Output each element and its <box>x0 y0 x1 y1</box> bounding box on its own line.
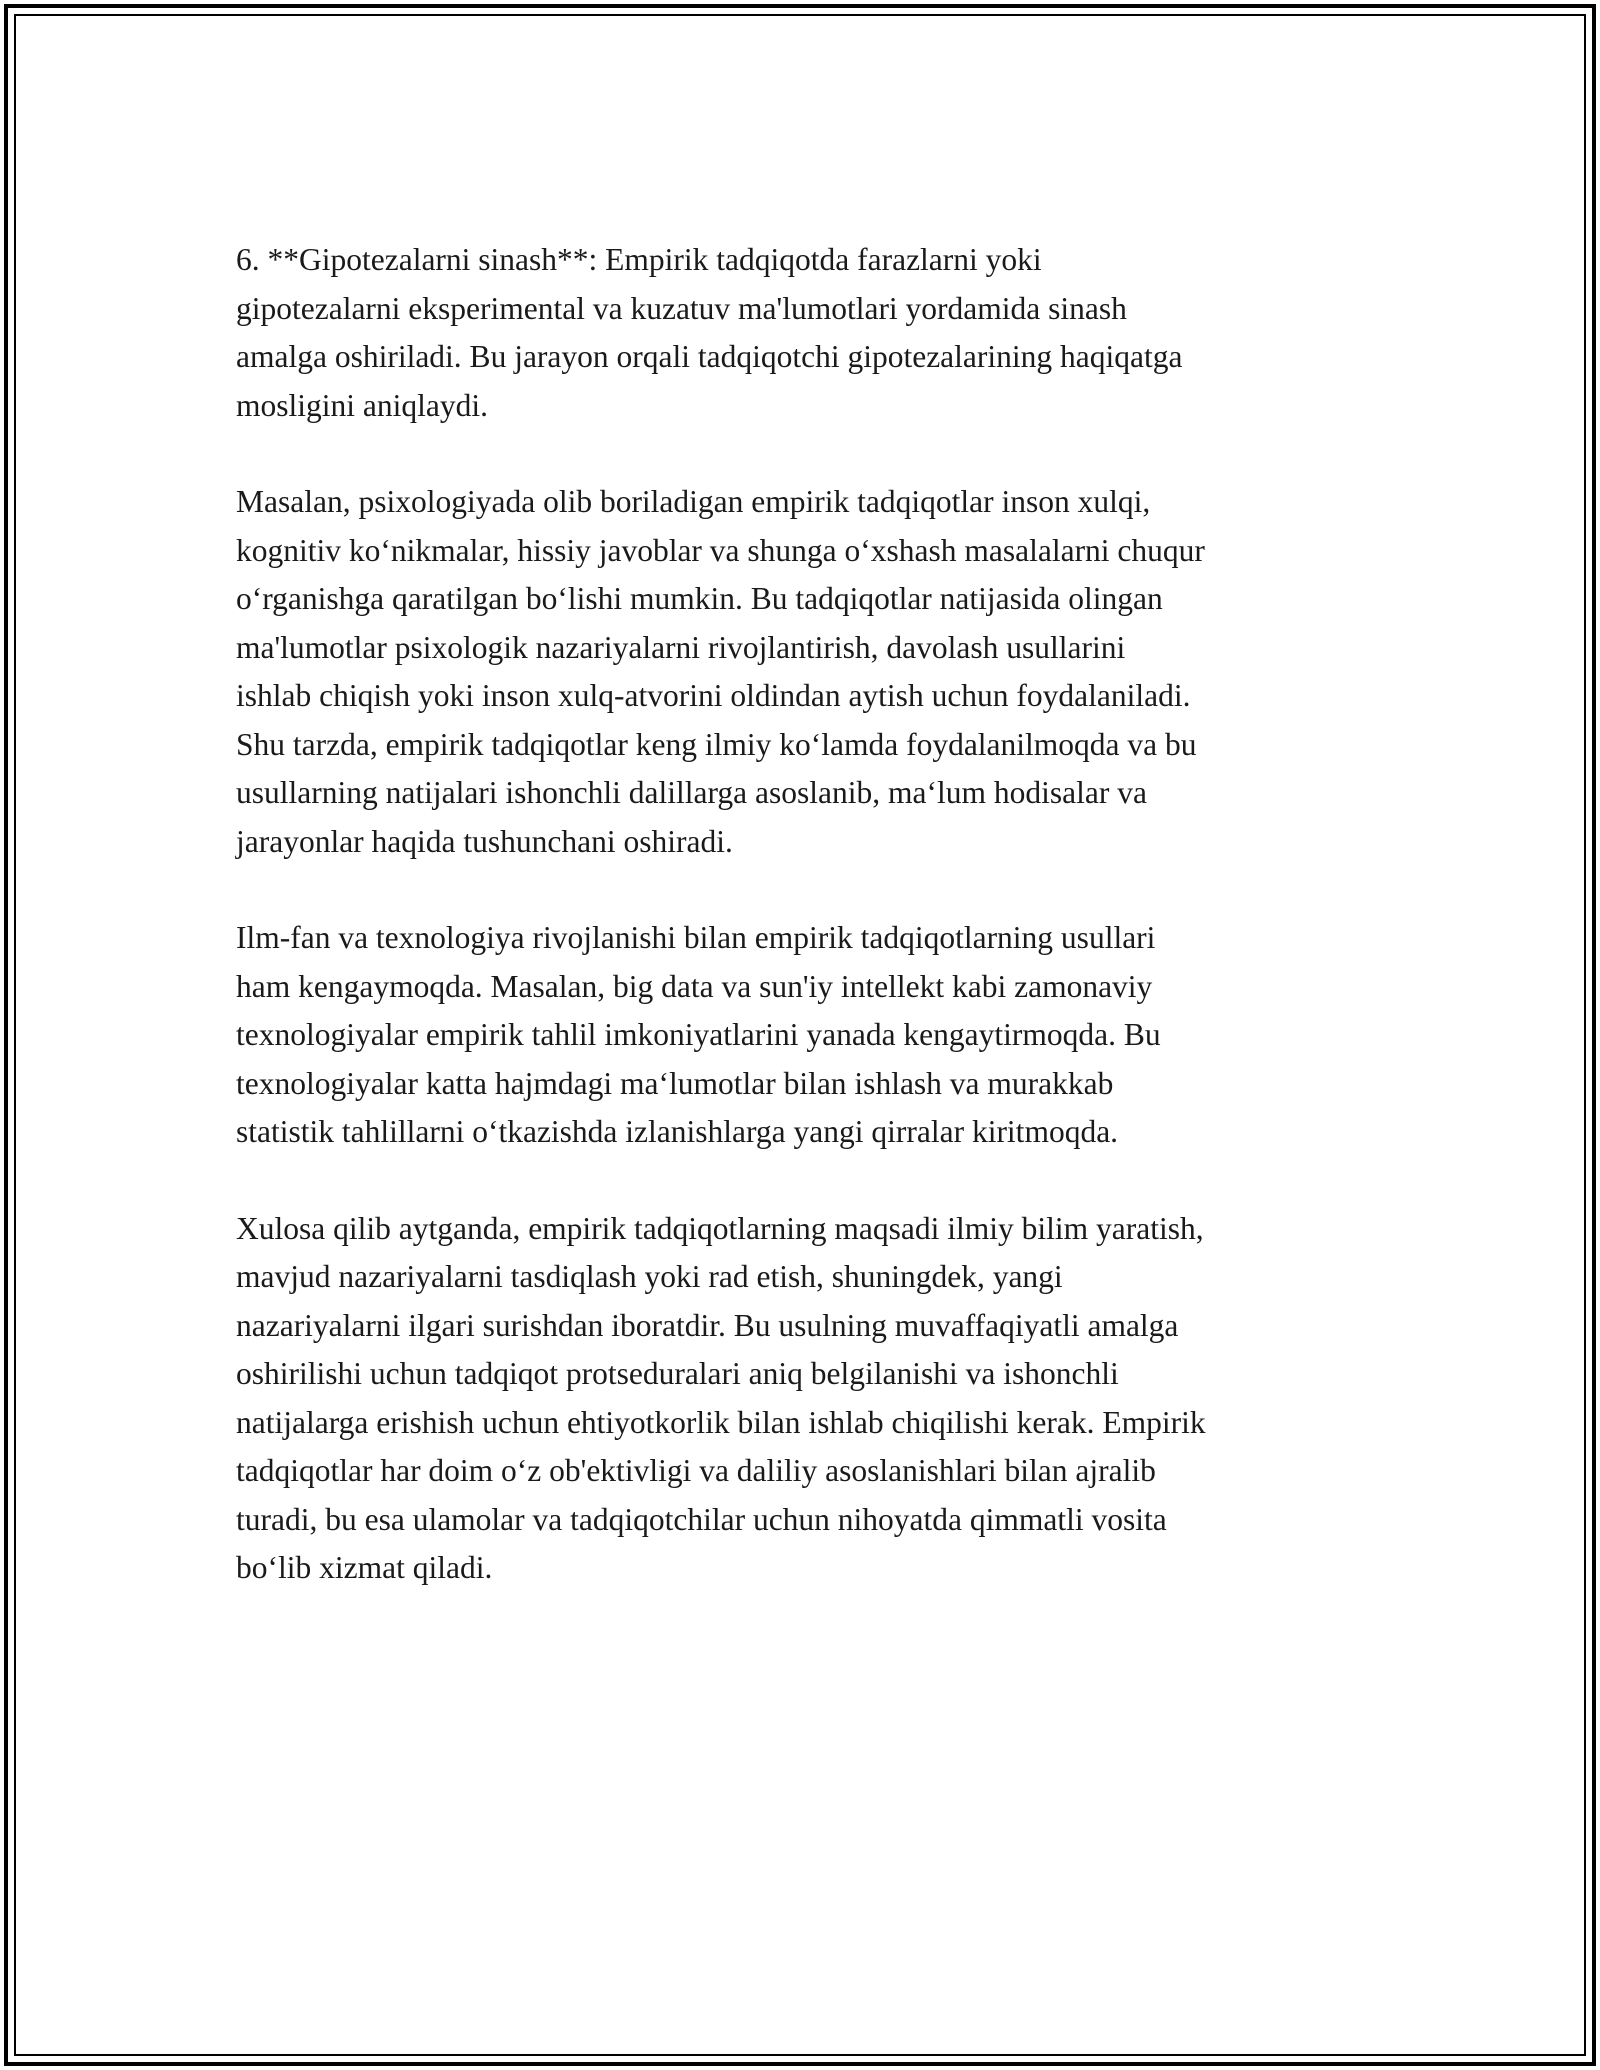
text-line: Shu tarzda, empirik tadqiqotlar keng ilmiy ko‘lamda foydalanilmoqda va bu <box>236 726 1197 762</box>
paragraph-hypothesis-testing <box>236 236 1376 430</box>
text-line: turadi, bu esa ulamolar va tadqiqotchilar uchun nihoyatda qimmatli vosita <box>236 1501 1167 1537</box>
text-line: Masalan, psixologiyada olib boriladigan empirik tadqiqotlar inson xulqi, <box>236 484 1151 519</box>
text-line: jarayonlar haqida tushunchani oshiradi. <box>236 823 733 859</box>
paragraph-conclusion <box>236 1205 1376 1593</box>
text-line: natijalarga erishish uchun ehtiyotkorlik bilan ishlab chiqilishi kerak. Empirik <box>236 1404 1206 1440</box>
paragraph-technology-development <box>236 914 1376 1157</box>
text-line: ishlab chiqish yoki inson xulq-atvorini oldindan aytish uchun foydalaniladi. <box>236 678 1191 713</box>
document-body <box>236 236 1376 1641</box>
text-line: bo‘lib xizmat qiladi. <box>236 1550 493 1585</box>
text-line: 6. **Gipotezalarni sinash**: Empirik tadqiqotda farazlarni yoki <box>236 242 1042 277</box>
text-line: nazariyalarni ilgari surishdan iboratdir. Bu usulning muvaffaqiyatli amalga <box>236 1307 1179 1343</box>
text-line: o‘rganishga qaratilgan bo‘lishi mumkin. Bu tadqiqotlar natijasida olingan <box>236 581 1163 616</box>
text-line: usullarning natijalari ishonchli dalillarga asoslanib, ma‘lum hodisalar va <box>236 775 1147 810</box>
text-line: oshirilishi uchun tadqiqot protseduralari aniq belgilanishi va ishonchli <box>236 1356 1119 1391</box>
text-line: Ilm-fan va texnologiya rivojlanishi bilan empirik tadqiqotlarning usullari <box>236 920 1156 955</box>
text-line: statistik tahlillarni o‘tkazishda izlanishlarga yangi qirralar kiritmoqda. <box>236 1114 1119 1149</box>
text-line: gipotezalarni eksperimental va kuzatuv ma'lumotlari yordamida sinash <box>236 290 1127 326</box>
text-line: Xulosa qilib aytganda, empirik tadqiqotlarning maqsadi ilmiy bilim yaratish, <box>236 1210 1204 1246</box>
text-line: mavjud nazariyalarni tasdiqlash yoki rad etish, shuningdek, yangi <box>236 1259 1063 1294</box>
text-line: tadqiqotlar har doim o‘z ob'ektivligi va daliliy asoslanishlari bilan ajralib <box>236 1453 1156 1488</box>
text-line: texnologiyalar empirik tahlil imkoniyatlarini yanada kengaytirmoqda. Bu <box>236 1017 1161 1052</box>
text-line: ma'lumotlar psixologik nazariyalarni rivojlantirish, davolash usullarini <box>236 629 1126 665</box>
text-line: kognitiv ko‘nikmalar, hissiy javoblar va shunga o‘xshash masalalarni chuqur <box>236 532 1205 568</box>
text-line: mosligini aniqlaydi. <box>236 387 488 423</box>
text-line: ham kengaymoqda. Masalan, big data va sun'iy intellekt kabi zamonaviy <box>236 968 1153 1004</box>
text-line: amalga oshiriladi. Bu jarayon orqali tadqiqotchi gipotezalarining haqiqatga <box>236 339 1183 374</box>
paragraph-psychology-example <box>236 478 1376 866</box>
text-line: texnologiyalar katta hajmdagi ma‘lumotlar bilan ishlash va murakkab <box>236 1065 1114 1101</box>
